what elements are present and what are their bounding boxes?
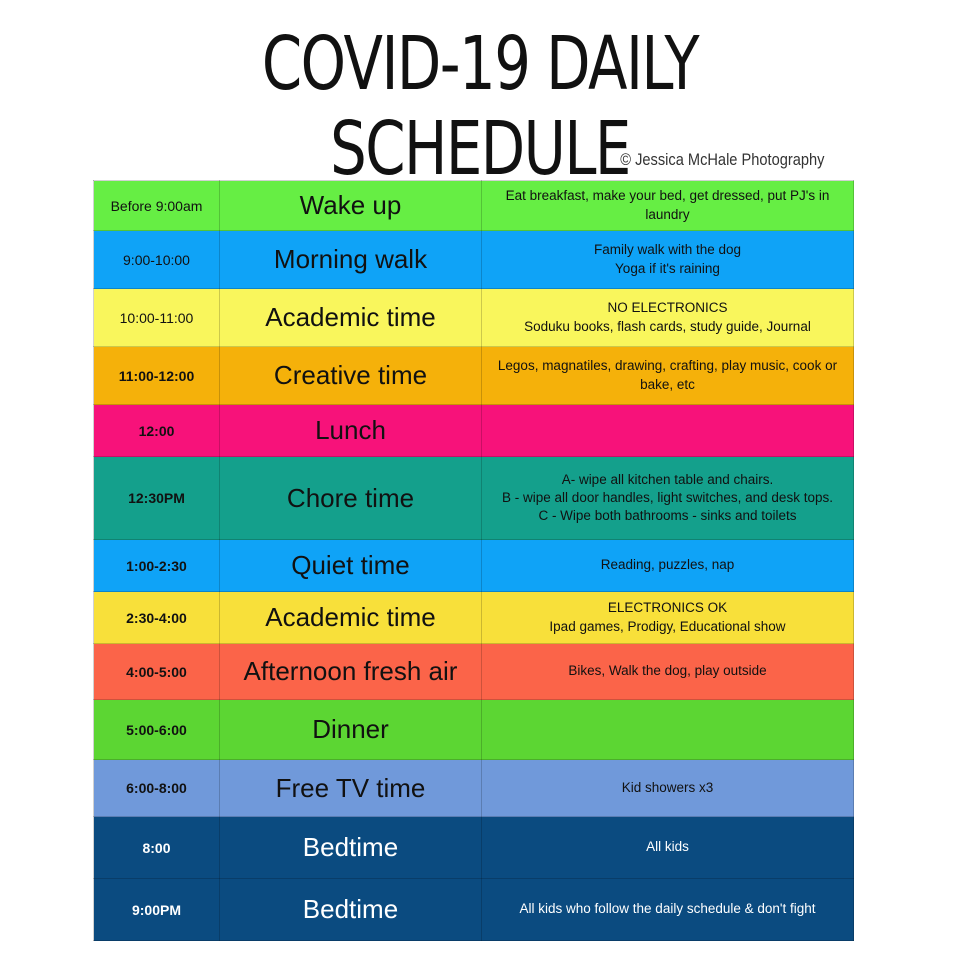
schedule-time: 10:00-11:00 [94, 289, 220, 347]
schedule-activity: Wake up [220, 181, 482, 231]
schedule-time: 6:00-8:00 [94, 760, 220, 817]
schedule-details [482, 817, 854, 879]
schedule-activity: Academic time [220, 289, 482, 347]
schedule-detail-line: C - Wipe both bathrooms - sinks and toilets [538, 508, 797, 524]
schedule-details [482, 289, 854, 347]
schedule-activity: Afternoon fresh air [220, 644, 482, 700]
schedule-details [482, 644, 854, 700]
schedule-time: 11:00-12:00 [94, 347, 220, 405]
schedule-detail-line: All kids who follow the daily schedule & don't fight [519, 901, 816, 917]
schedule-row [94, 817, 854, 879]
schedule-details [482, 405, 854, 457]
schedule-time: 2:30-4:00 [94, 592, 220, 644]
schedule-details [482, 181, 854, 231]
schedule-row [94, 879, 854, 941]
schedule-time: 9:00-10:00 [94, 231, 220, 289]
schedule-detail-line: B - wipe all door handles, light switches, and desk tops. [502, 489, 833, 505]
schedule-body [94, 181, 854, 941]
schedule-activity: Quiet time [220, 540, 482, 592]
schedule-time: 5:00-6:00 [94, 700, 220, 760]
schedule-row [94, 457, 854, 540]
schedule-activity: Lunch [220, 405, 482, 457]
schedule-row [94, 289, 854, 347]
schedule-row [94, 700, 854, 760]
schedule-details [482, 457, 854, 540]
schedule-time: Before 9:00am [94, 181, 220, 231]
schedule-row [94, 181, 854, 231]
schedule-time: 9:00PM [94, 879, 220, 941]
schedule-details [482, 347, 854, 405]
schedule-activity: Chore time [220, 457, 482, 540]
schedule-detail-line: Yoga if it's raining [615, 260, 720, 276]
schedule-detail-line: Soduku books, flash cards, study guide, Journal [524, 318, 811, 334]
schedule-details [482, 231, 854, 289]
schedule-activity: Bedtime [220, 817, 482, 879]
schedule-activity: Creative time [220, 347, 482, 405]
schedule-detail-line: ELECTRONICS OK [607, 600, 728, 616]
schedule-row [94, 760, 854, 817]
schedule-detail-line: A- wipe all kitchen table and chairs. [561, 471, 774, 487]
schedule-time: 12:30PM [94, 457, 220, 540]
photo-credit: © Jessica McHale Photography [619, 150, 824, 169]
schedule-detail-line: Family walk with the dog [593, 242, 742, 258]
schedule-details [482, 540, 854, 592]
schedule-details [482, 879, 854, 941]
schedule-row [94, 405, 854, 457]
schedule-detail-line: Eat breakfast, make your bed, get dressed, put PJ's in laundry [505, 188, 830, 222]
schedule-detail-line: Reading, puzzles, nap [600, 557, 735, 573]
schedule-details [482, 592, 854, 644]
schedule-activity: Bedtime [220, 879, 482, 941]
schedule-row [94, 231, 854, 289]
schedule-activity: Morning walk [220, 231, 482, 289]
schedule-detail-line: Legos, magnatiles, drawing, crafting, play music, cook or bake, etc [497, 358, 838, 392]
schedule-activity: Dinner [220, 700, 482, 760]
schedule-details [482, 700, 854, 760]
schedule-row [94, 592, 854, 644]
schedule-activity: Free TV time [220, 760, 482, 817]
schedule-table [93, 180, 854, 941]
schedule-row [94, 540, 854, 592]
schedule-details [482, 760, 854, 817]
schedule-time: 4:00-5:00 [94, 644, 220, 700]
schedule-activity: Academic time [220, 592, 482, 644]
schedule-time: 8:00 [94, 817, 220, 879]
schedule-detail-line: Bikes, Walk the dog, play outside [568, 663, 767, 679]
schedule-detail-line: Ipad games, Prodigy, Educational show [549, 618, 786, 634]
schedule-row [94, 644, 854, 700]
schedule-detail-line: Kid showers x3 [621, 779, 714, 795]
schedule-row [94, 347, 854, 405]
schedule-time: 12:00 [94, 405, 220, 457]
schedule-detail-line: All kids [646, 839, 689, 855]
schedule-time: 1:00-2:30 [94, 540, 220, 592]
schedule-detail-line: NO ELECTRONICS [607, 300, 728, 316]
page-title: COVID-19 DAILY SCHEDULE [261, 21, 699, 193]
